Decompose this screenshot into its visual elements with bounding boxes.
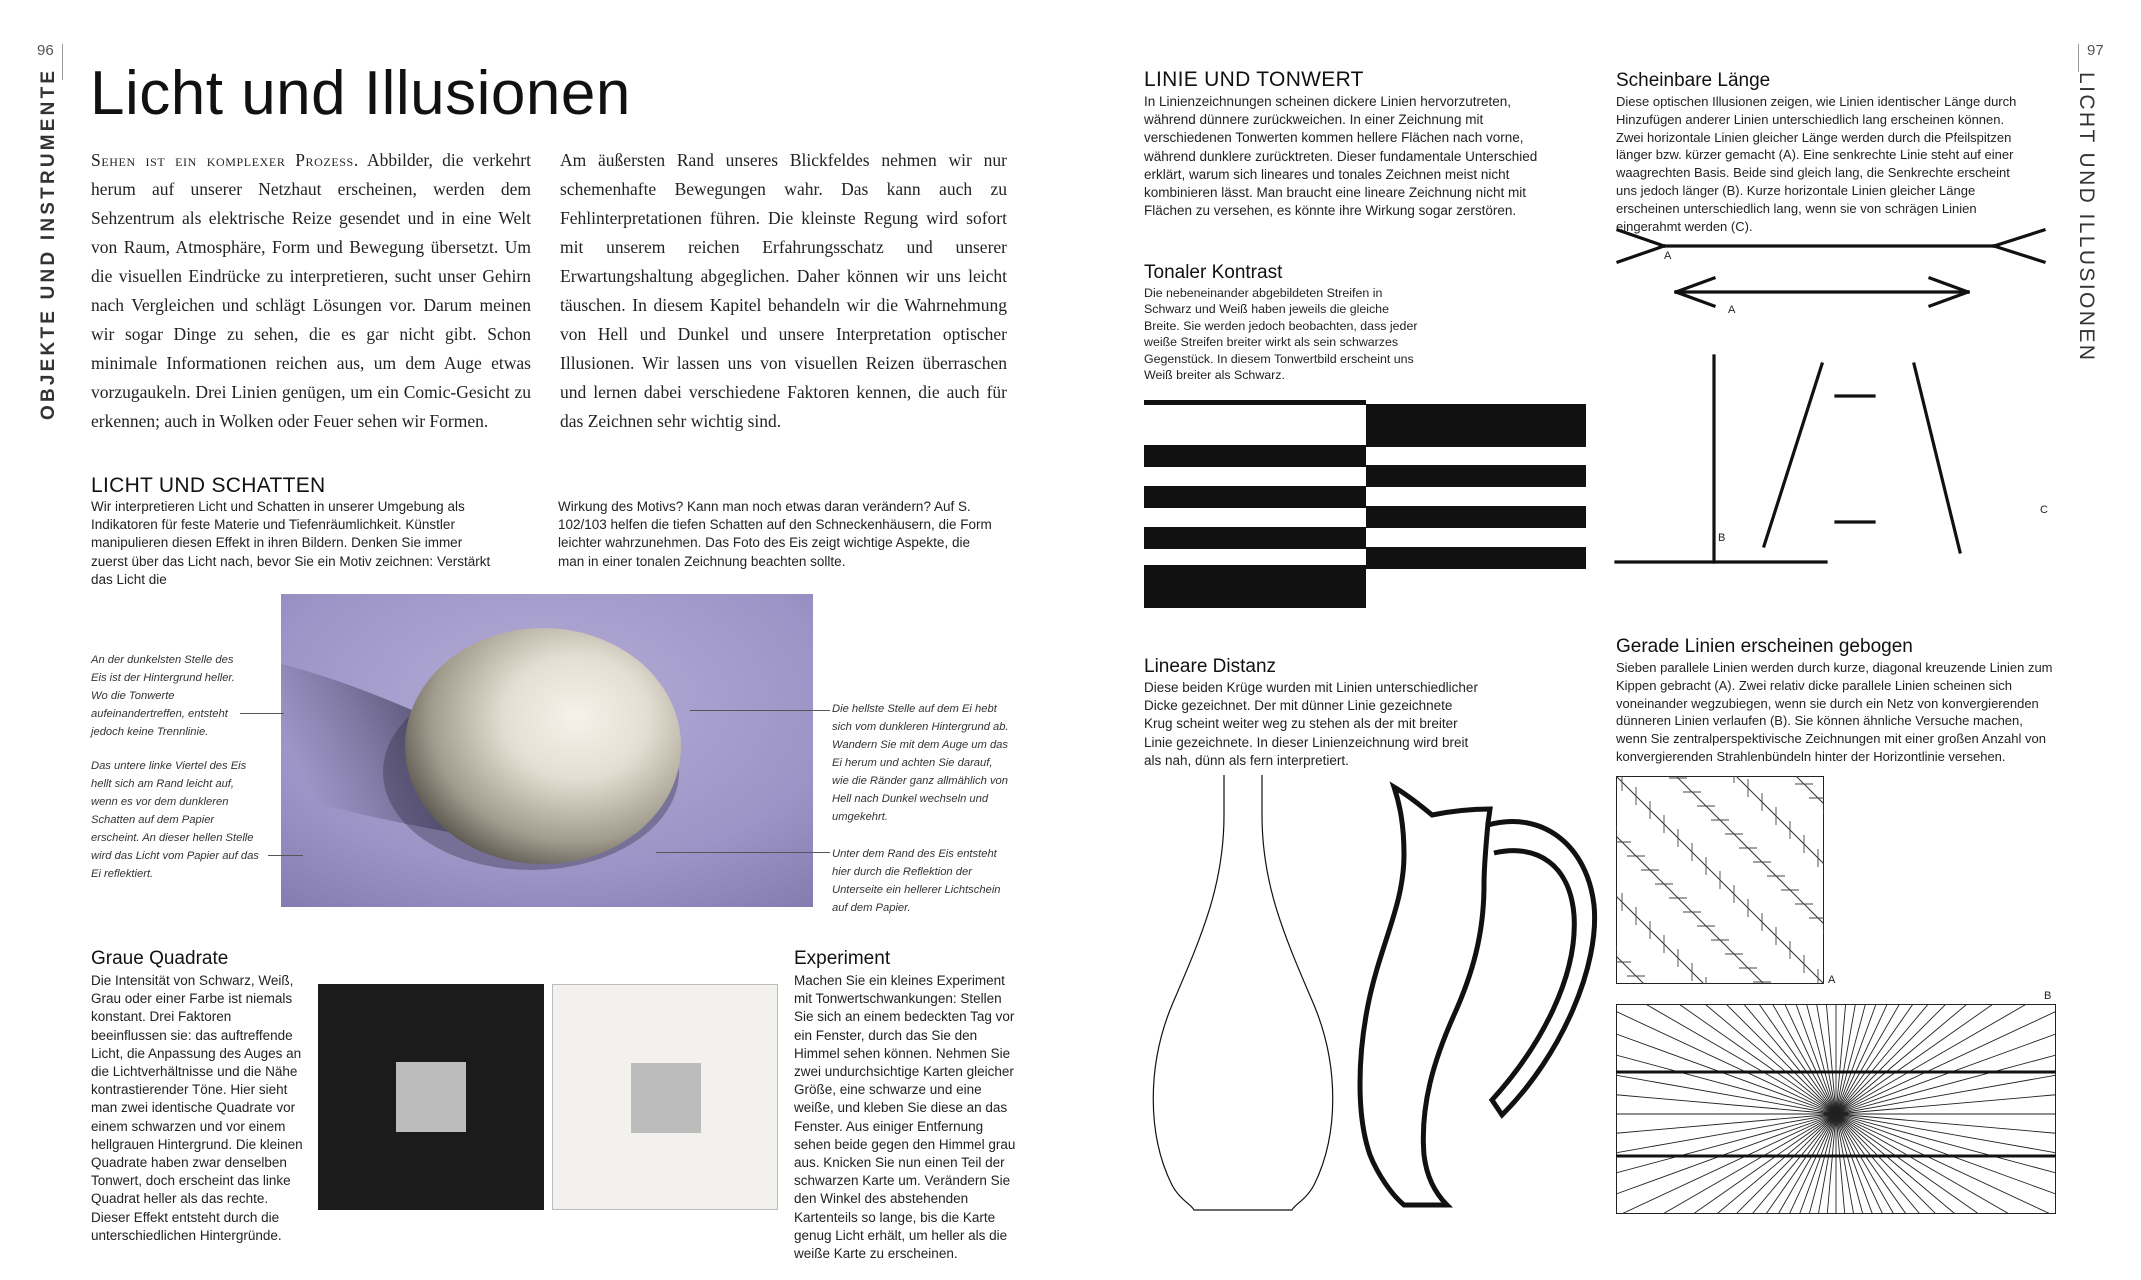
two-jugs-drawing xyxy=(1142,775,1600,1215)
intro-lead: Sehen ist ein komplexer Prozess. xyxy=(91,150,359,170)
linie-text: In Linienzeichnungen scheinen dickere Linien hervorzutreten, während dünnere zurückweichen. In einer Zeichnung mit verschiedenen Tonwerten kommen hellere Flächen nach vorne, während dunklere zurücktreten. Dieser fundamentale Unterschied erklärt, warum sich lineares und tonales Zeichnen meist nicht kombinieren lässt. Man braucht eine lineare Zeichnung nicht mit Flächen zu versehen, es könnte ihre Wirkung sogar zerstören. xyxy=(1144,94,1538,219)
gray-square-inner-right xyxy=(631,1063,701,1133)
caption-leader-2 xyxy=(268,855,303,856)
gray-square-inner-left xyxy=(396,1062,466,1132)
tonaler-heading: Tonaler Kontrast xyxy=(1144,262,1283,283)
page-number-left: 96 xyxy=(37,42,54,59)
licht-text-2: Wirkung des Motivs? Kann man noch etwas daran verändern? Auf S. 102/103 helfen die tiefen Schatten auf den Schneckenhäusern, die Form leichter wahrzunehmen. Das Foto des Eis zeigt wichtige Aspekte, die man in einer tonalen Zeichnung beachten sollte. xyxy=(558,499,992,569)
scheinbare-heading: Scheinbare Länge xyxy=(1616,70,1771,91)
page-title: Licht und Illusionen xyxy=(90,59,631,128)
caption-leader-3 xyxy=(690,710,830,711)
side-label-left: OBJEKTE UND INSTRUMENTE xyxy=(38,67,59,420)
side-divider-right xyxy=(2078,44,2079,72)
linie-heading: LINIE UND TONWERT xyxy=(1144,68,1364,91)
egg-caption-2: Das untere linke Viertel des Eis hellt sich am Rand leicht auf, wenn es vor dem dunkleren Schatten auf dem Papier erscheint. An dieser hellen Stelle wird das Licht vom Papier auf das Ei reflektiert. xyxy=(91,760,259,880)
label-a-zoellner: A xyxy=(1828,974,1836,986)
egg-caption-4: Unter dem Rand des Eis entsteht hier durch die Reflektion der Unterseite ein hellerer Lichtschein auf dem Papier. xyxy=(832,848,1001,914)
gray-square-light-background xyxy=(552,984,778,1210)
licht-text-1: Wir interpretieren Licht und Schatten in unserer Umgebung als Indikatoren für feste Materie und Tiefenräumlichkeit. Künstler manipulieren diesen Effekt in ihren Bildern. Denken Sie immer zuerst über das Licht nach, bevor Sie ein Motiv zeichnen: Verstärkt das Licht die xyxy=(91,499,491,587)
label-c-frame: C xyxy=(2040,504,2048,516)
label-b-hering: B xyxy=(2044,990,2052,1002)
page-number-right: 97 xyxy=(2087,42,2104,59)
caption-leader-4 xyxy=(656,852,830,853)
intro-column-2: Am äußersten Rand unseres Blickfeldes nehmen wir nur schemenhafte Bewegungen wahr. Das kann auch zu Fehlinterpretationen führen. Die kleinste Regung wird sofort mit unserem reichen Erfahrungsschatz und unserer Erwartungshaltung abgeglichen. Daher können wir uns leicht täuschen. In diesem Kapitel behandeln wir die Wahrnehmung von Hell und Dunkel und unsere Interpretation optischer Illusionen. Wir lassen uns von visuellen Reizen überraschen und lernen dabei verschiedene Faktoren kennen, die auch für das Zeichnen sehr wichtig sind. xyxy=(560,150,1007,431)
label-a-arrow-1: A xyxy=(1664,250,1672,262)
tonal-contrast-stripes xyxy=(1144,400,1586,608)
licht-heading: LICHT UND SCHATTEN xyxy=(91,474,326,497)
graue-text: Die Intensität von Schwarz, Weiß, Grau oder einer Farbe ist niemals konstant. Drei Faktoren beeinflussen sie: das auftreffende Licht, die Anpassung des Auges an die Lichtverhältnisse und die Nähe kontrastierender Töne. Hier sieht man zwei identische Quadrate vor einem schwarzen und vor einem hellgrauen Hintergrund. Die kleinen Quadrate haben zwar denselben Tonwert, doch erscheint das linke Quadrat heller als das rechte. Dieser Effekt entsteht durch die unterschiedlichen Hintergründe. xyxy=(91,973,303,1243)
tonaler-text: Die nebeneinander abgebildeten Streifen in Schwarz und Weiß haben jeweils die gleiche Breite. Sie werden jedoch beobachten, dass jeder weiße Streifen breiter wirkt als sein schwarzes Gegenstück. In diesem Tonwertbild erscheint uns Weiß breiter als Schwarz. xyxy=(1144,286,1418,383)
label-b-vertical: B xyxy=(1718,532,1726,544)
egg-caption-3: Die hellste Stelle auf dem Ei hebt sich vom dunkleren Hintergrund ab. Wandern Sie mit dem Auge um das Ei herum und achten Sie darauf, wie die Ränder ganz allmählich von Hell nach Dunkel wechseln und umgekehrt. xyxy=(832,703,1009,823)
gerade-text: Sieben parallele Linien werden durch kurze, diagonal kreuzende Linien zum Kippen gebracht (A). Zwei relativ dicke parallele Linien scheinen sich voneinander wegzubiegen, wenn sie durch ein Netz von konvergierenden dünneren Linien verlaufen (B). Sie können ähnliche Versuche machen, wenn Sie zentralperspektivische Zeichnungen mit einer großen Anzahl von konvergierenden Strahlenbündeln hinter der Horizontlinie versehen. xyxy=(1616,660,2053,764)
graue-heading: Graue Quadrate xyxy=(91,948,229,969)
egg-photo xyxy=(281,594,813,907)
gray-square-dark-background xyxy=(318,984,544,1210)
gerade-heading: Gerade Linien erscheinen gebogen xyxy=(1616,636,1913,657)
lineare-heading: Lineare Distanz xyxy=(1144,656,1277,677)
scheinbare-text: Diese optischen Illusionen zeigen, wie Linien identischer Länge durch Hinzufügen anderer Linien unterschiedlich lang erscheinen können. Zwei horizontale Linien gleicher Länge werden durch die Pfeilspitzen länger bzw. kürzer gemacht (A). Eine senkrechte Linie steht auf einer waagrechten Basis. Beide sind gleich lang, die Senkrechte erscheint uns jedoch länger (B). Kurze horizontale Linien gleicher Länge erscheinen unterschiedlich lang, wenn sie von schrägen Linien eingerahmt werden (C). xyxy=(1616,94,2017,234)
side-divider-left xyxy=(62,44,63,80)
experiment-text: Machen Sie ein kleines Experiment mit Tonwertschwankungen: Stellen Sie sich an einem bedeckten Tag vor ein Fenster, durch das Sie den Himmel sehen können. Nehmen Sie zwei undurchsichtige Karten gleicher Größe, eine schwarze und eine weiße, und kleben Sie diese an das Fenster. Aus einiger Entfernung sehen beide gegen den Himmel grau aus. Knicken Sie nun einen Teil der schwarzen Karte um. Verändern Sie den Winkel des abstehenden Kartenteils so lange, bis die Karte genug Licht erhält, um heller als die weiße Karte zu erscheinen. xyxy=(794,973,1016,1262)
side-label-right: LICHT UND ILLUSIONEN xyxy=(2075,72,2098,363)
intro-text-1: Abbilder, die verkehrt herum auf unserer Netzhaut erscheinen, werden dem Sehzentrum als elektrische Reize gesendet und in eine Welt von Raum, Atmosphäre, Form und Bewegung übersetzt. Um die visuellen Eindrücke zu interpretieren, sucht unser Gehirn nach Vergleichen und schlägt Lösungen vor. Darum meinen wir sogar Dinge zu sehen, die es gar nicht gibt. Schon minimale Informationen reichen aus, um dem Auge etwas vorzugaukeln. Drei Linien genügen, um ein Comic-Gesicht zu erkennen; auch in Wolken oder Feuer sehen wir Formen. xyxy=(91,150,531,431)
egg-caption-1: An der dunkelsten Stelle des Eis ist der Hintergrund heller. Wo die Tonwerte aufeinandertreffen, entsteht jedoch keine Trennlinie. xyxy=(91,654,235,738)
zoellner-illusion xyxy=(1616,776,1824,984)
label-a-arrow-2: A xyxy=(1728,304,1736,316)
intro-column-1 xyxy=(91,146,531,436)
experiment-heading: Experiment xyxy=(794,948,891,969)
lineare-text: Diese beiden Krüge wurden mit Linien unterschiedlicher Dicke gezeichnet. Der mit dünner Linie gezeichnete Krug scheint weiter weg zu stehen als der mit breiter Linie gezeichnete. In dieser Linienzeichnung wird breit als nah, dünn als fern interpretiert. xyxy=(1144,680,1478,768)
hering-illusion xyxy=(1616,1004,2056,1214)
apparent-length-illusions xyxy=(1614,226,2060,566)
